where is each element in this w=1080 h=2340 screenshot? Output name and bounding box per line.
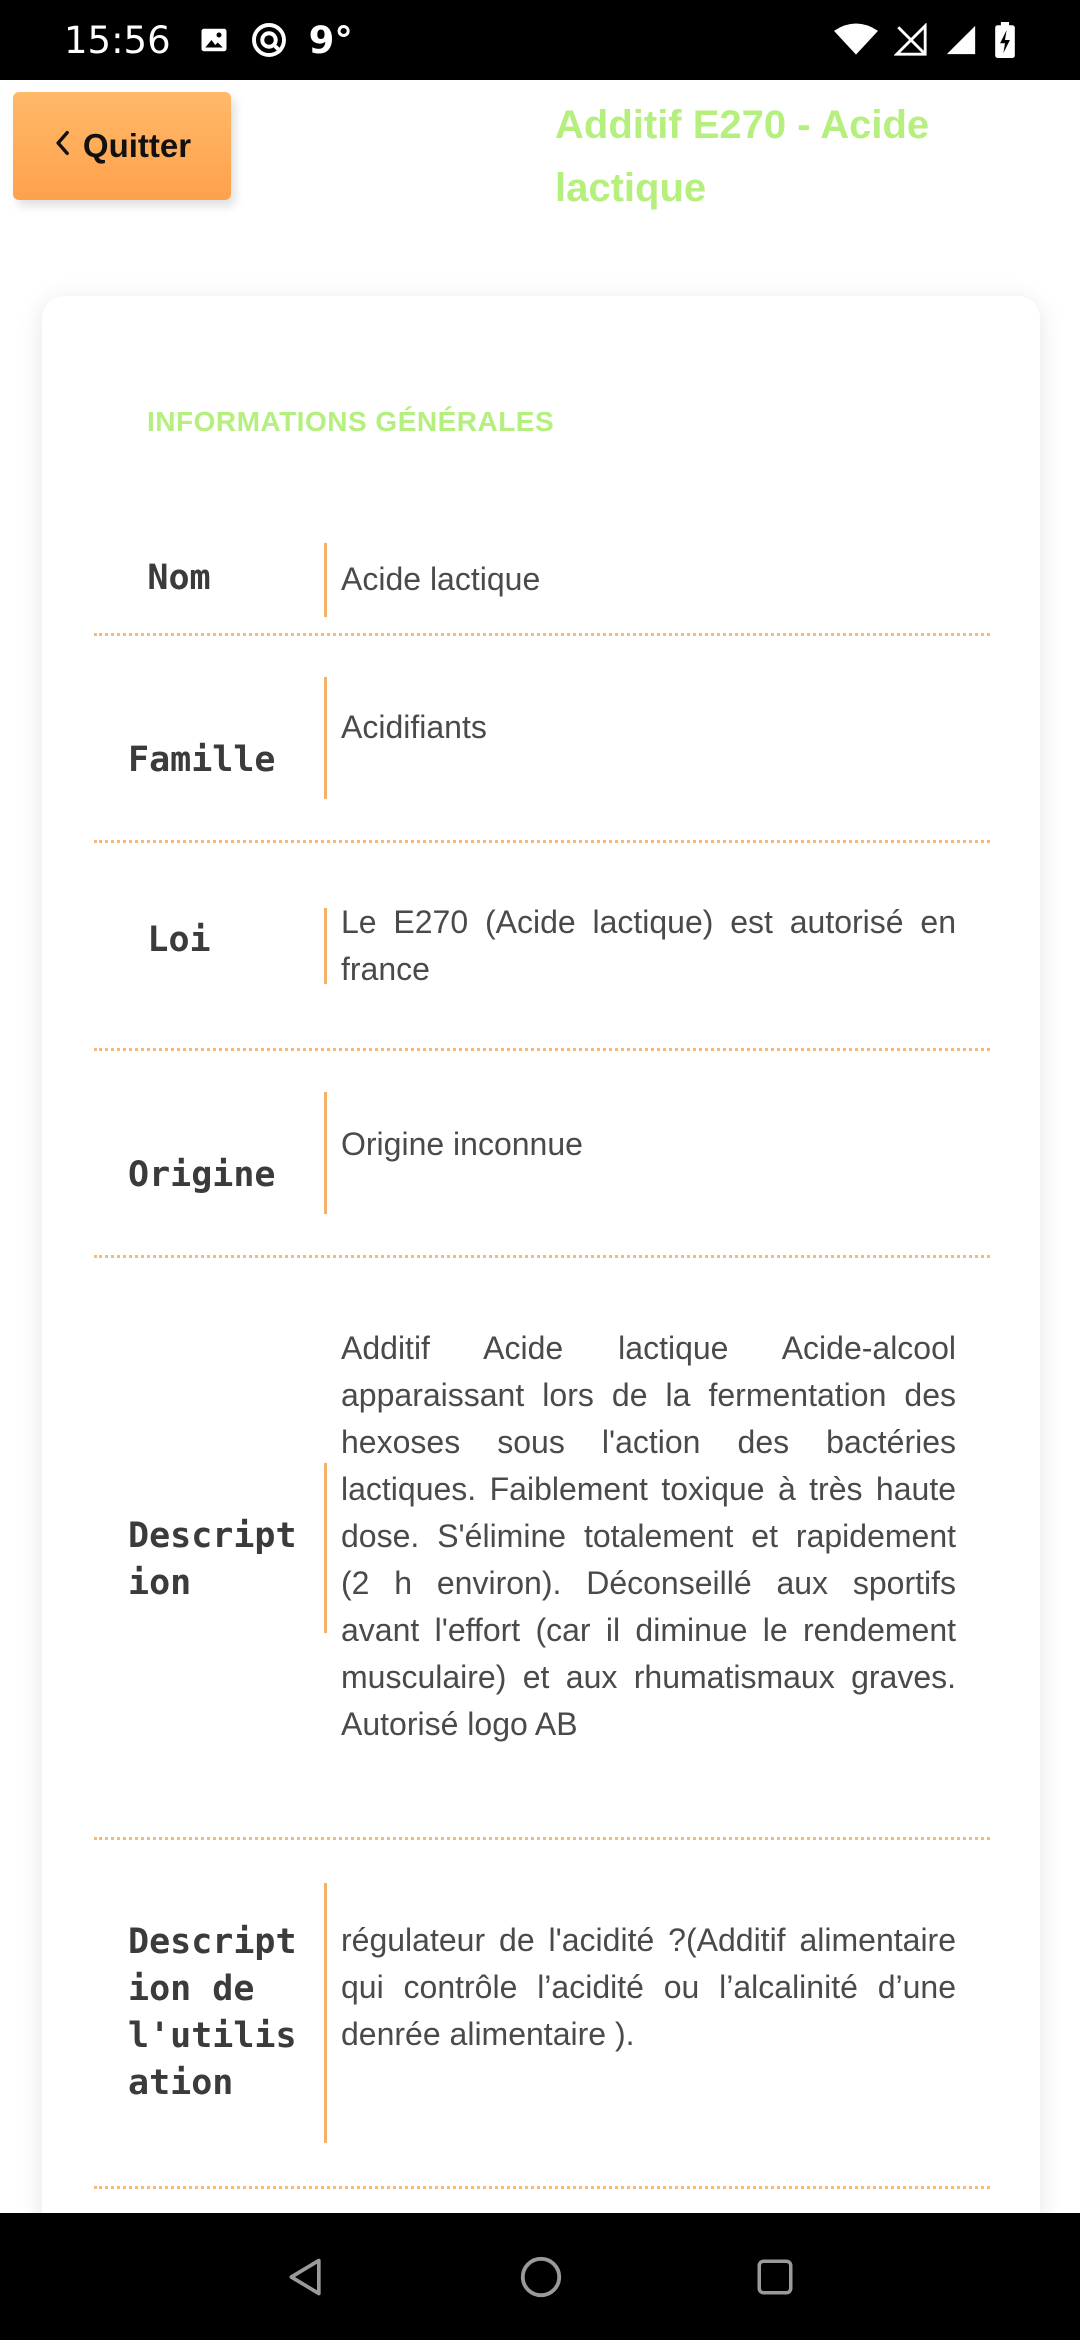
info-card bbox=[42, 296, 1040, 2236]
back-triangle-icon[interactable] bbox=[284, 2254, 328, 2300]
row-label: Origine bbox=[128, 1154, 276, 1195]
signal-icon bbox=[944, 23, 978, 57]
row-origine bbox=[94, 1051, 990, 1258]
row-value: régulateur de l'acidité ?(Additif alimentaire qui contrôle l’acidité ou l’alcalinité d’une denrée alimentaire ). bbox=[341, 1921, 956, 2052]
row-description-utilisation bbox=[94, 1840, 990, 2189]
row-value: Origine inconnue bbox=[341, 1125, 583, 1162]
home-circle-icon[interactable] bbox=[518, 2254, 564, 2300]
status-system-icons bbox=[834, 22, 1016, 58]
status-temperature: 9° bbox=[308, 18, 353, 62]
top-bar bbox=[0, 80, 1080, 280]
recents-square-icon[interactable] bbox=[754, 2256, 796, 2298]
row-value: Acide lactique bbox=[341, 561, 541, 597]
row-label: Loi bbox=[147, 920, 211, 960]
image-icon bbox=[199, 25, 229, 55]
page-title: Additif E270 - Acide lactique bbox=[555, 103, 930, 210]
row-value: Le E270 (Acide lactique) est autorisé en france bbox=[341, 903, 956, 987]
section-title: INFORMATIONS GÉNÉRALES bbox=[147, 406, 555, 437]
row-value: Acidifiants bbox=[341, 708, 487, 745]
quit-button[interactable] bbox=[13, 92, 231, 200]
row-label: Description de l'utilisation bbox=[128, 1922, 297, 2103]
row-description bbox=[94, 1258, 990, 1840]
quit-button-label: Quitter bbox=[82, 127, 192, 164]
row-nom bbox=[94, 526, 990, 636]
row-label: Famille bbox=[128, 739, 276, 780]
row-value: Additif Acide lactique Acide-alcool apparaissant lors de la fermentation des hexoses sous l'action des bactéries lactiques. Faiblement toxique à très haute dose. S'élimine totalement et rapidement (2 h environ). Déconseillé aux sportifs avant l'effort (car il diminue le rendement musculaire) et aux rhumatismaux graves. Autorisé logo AB bbox=[341, 1330, 956, 1742]
battery-charging-icon bbox=[994, 22, 1016, 58]
row-label: Nom bbox=[147, 558, 211, 598]
wifi-icon bbox=[834, 23, 878, 57]
row-label: Description bbox=[128, 1515, 297, 1603]
chevron-left-icon bbox=[53, 136, 71, 156]
status-notification-icons bbox=[199, 19, 353, 62]
no-signal-icon bbox=[894, 23, 928, 57]
navigation-bar bbox=[0, 2213, 1080, 2340]
info-rows bbox=[94, 526, 990, 2189]
sync-icon bbox=[251, 22, 287, 58]
status-bar bbox=[0, 0, 1080, 80]
row-loi bbox=[94, 843, 990, 1051]
status-time: 15:56 bbox=[64, 18, 171, 62]
row-famille bbox=[94, 636, 990, 843]
